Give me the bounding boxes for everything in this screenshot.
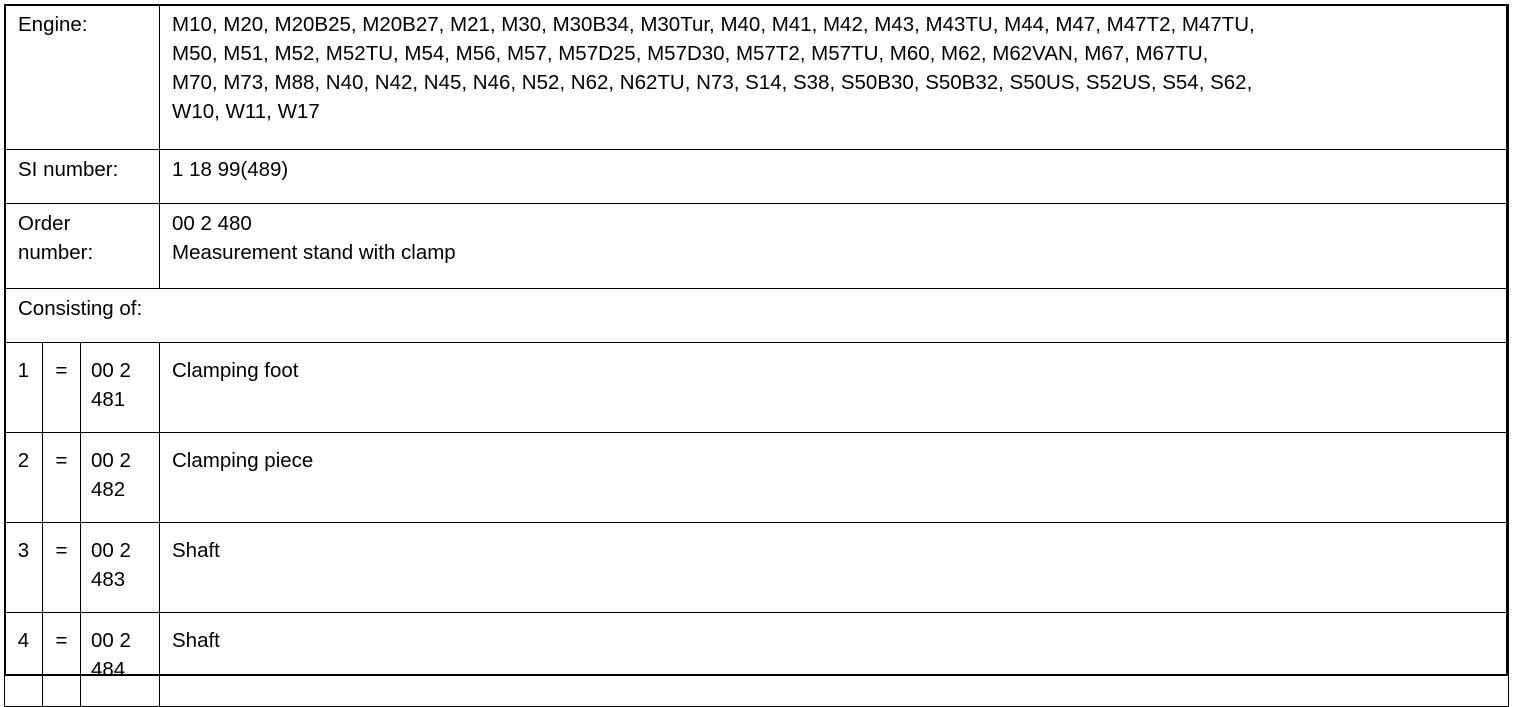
part-order-code [81, 343, 160, 433]
engine-list-line: M50, M51, M52, M52TU, M54, M56, M57, M57D25, M57D30, M57T2, M57TU, M60, M62, M62VAN, M67, M67TU, [172, 42, 1209, 65]
order-number-description: Measurement stand with clamp [172, 241, 456, 264]
part-row [5, 523, 1509, 613]
part-order-code-line: 481 [91, 388, 126, 411]
order-number-value: 00 2 480 [172, 212, 252, 235]
part-order-code-line: 484 [91, 658, 126, 681]
part-number: 3 [5, 523, 43, 613]
part-equals-sign: = [43, 343, 81, 433]
consisting-of-row [5, 289, 1509, 343]
part-description: Shaft [160, 613, 1509, 707]
si-number-label: SI number: [5, 150, 160, 204]
part-number: 1 [5, 343, 43, 433]
part-order-code-line: 483 [91, 568, 126, 591]
part-order-code-line: 00 2 [91, 449, 131, 472]
part-equals-sign: = [43, 523, 81, 613]
engine-list-line: W10, W11, W17 [172, 100, 320, 123]
part-order-code-line: 00 2 [91, 629, 131, 652]
engine-list-line: M70, M73, M88, N40, N42, N45, N46, N52, N62, N62TU, N73, S14, S38, S50B30, S50B32, S50US, S52US, S54, S62, [172, 71, 1253, 94]
special-tool-table [4, 4, 1509, 707]
part-row [5, 613, 1509, 707]
part-equals-sign: = [43, 433, 81, 523]
order-number-cell [160, 204, 1509, 289]
part-row [5, 343, 1509, 433]
part-number: 2 [5, 433, 43, 523]
order-number-label [5, 204, 160, 289]
engine-row [5, 5, 1509, 150]
part-number: 4 [5, 613, 43, 707]
si-number-value: 1 18 99(489) [160, 150, 1509, 204]
engine-label: Engine: [5, 5, 160, 150]
order-number-label-line: number: [18, 241, 94, 264]
part-equals-sign: = [43, 613, 81, 707]
part-order-code [81, 613, 160, 707]
si-number-row [5, 150, 1509, 204]
part-description: Shaft [160, 523, 1509, 613]
part-description: Clamping foot [160, 343, 1509, 433]
engine-list-line: M10, M20, M20B25, M20B27, M21, M30, M30B34, M30Tur, M40, M41, M42, M43, M43TU, M44, M47, M47T2, M47TU, [172, 13, 1255, 36]
consisting-of-label: Consisting of: [5, 289, 1509, 343]
order-number-row [5, 204, 1509, 289]
engine-list [160, 5, 1509, 150]
part-order-code [81, 433, 160, 523]
part-order-code [81, 523, 160, 613]
part-order-code-line: 00 2 [91, 359, 131, 382]
part-order-code-line: 482 [91, 478, 126, 501]
part-description: Clamping piece [160, 433, 1509, 523]
order-number-label-line: Order [18, 212, 71, 235]
part-row [5, 433, 1509, 523]
part-order-code-line: 00 2 [91, 539, 131, 562]
